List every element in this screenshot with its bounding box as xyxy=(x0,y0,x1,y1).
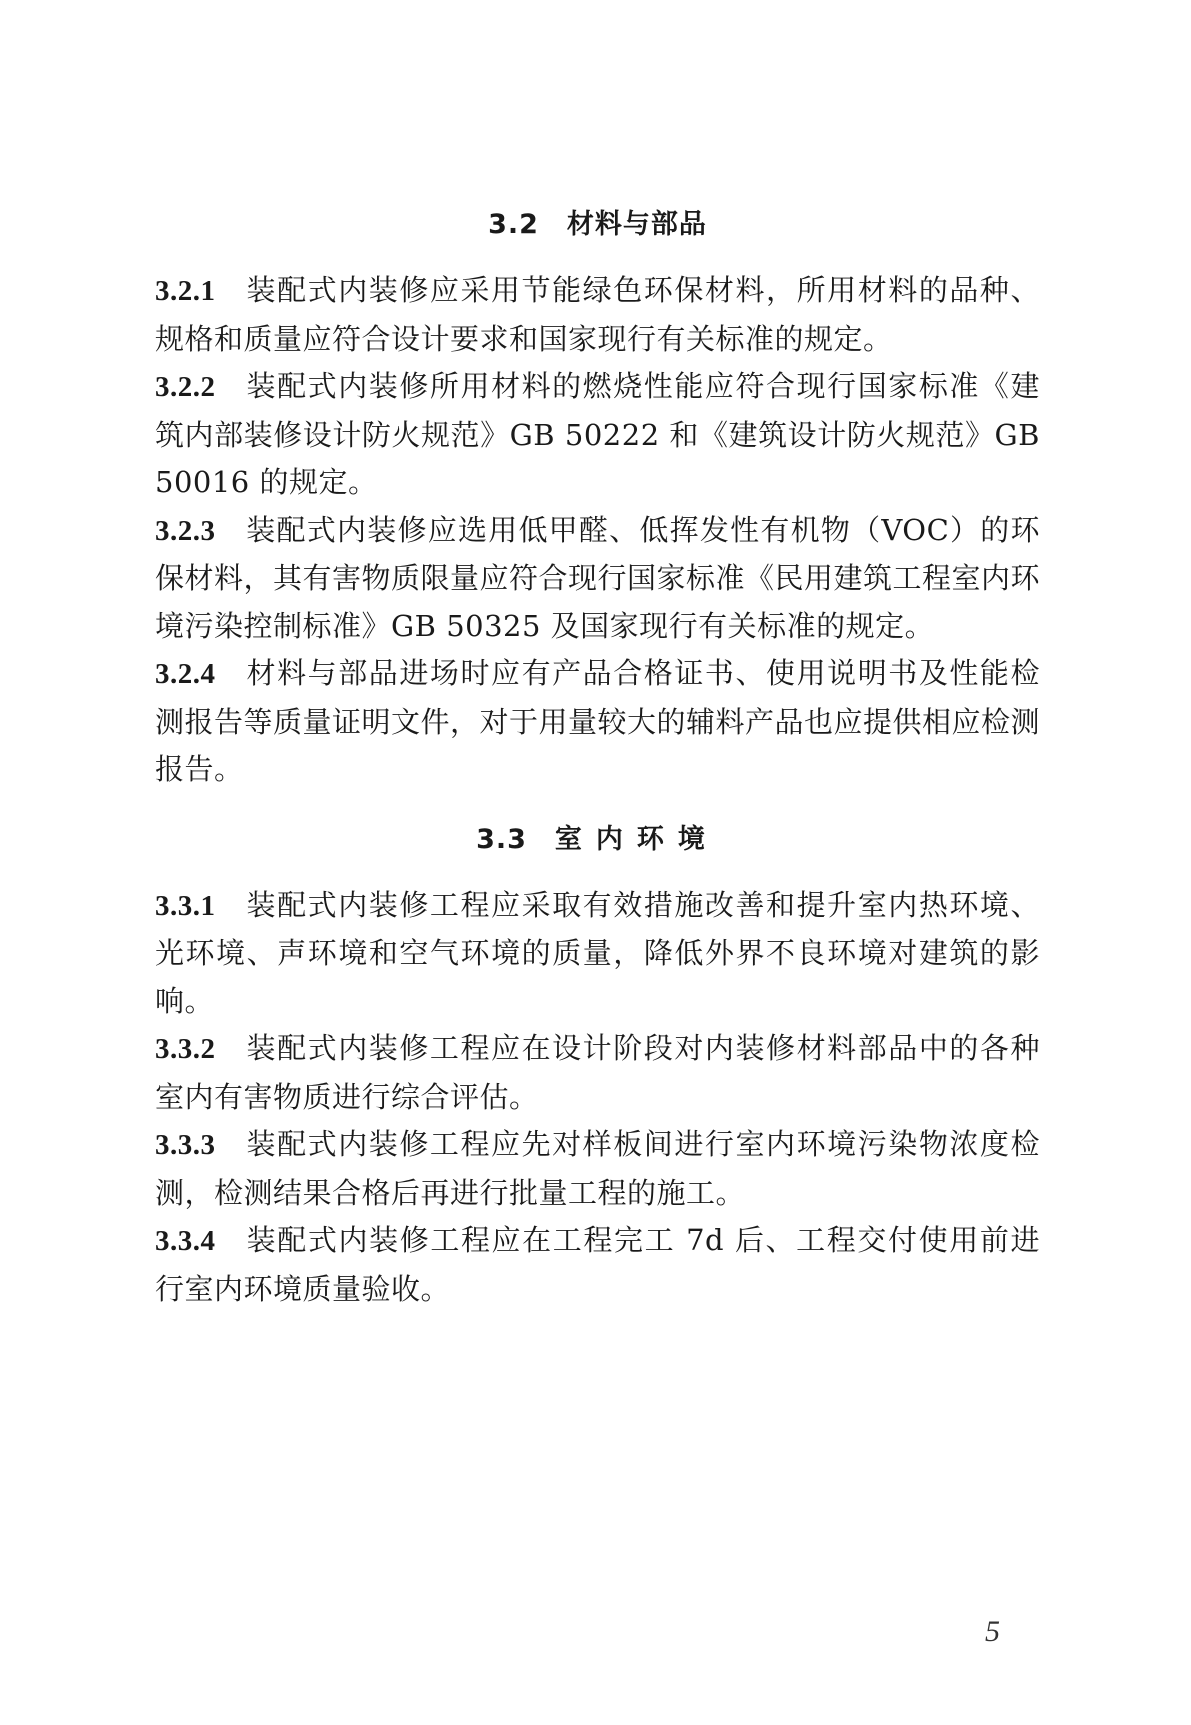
clause-3-3-1 xyxy=(155,882,1040,1026)
section-heading-3-3 xyxy=(155,820,1040,860)
page-number: 5 xyxy=(985,1615,1000,1648)
clause-3-3-2 xyxy=(155,1025,1040,1121)
clause-number: 3.3.3 xyxy=(155,1129,216,1161)
section-number: 3.2 xyxy=(488,209,539,240)
clause-number: 3.3.1 xyxy=(155,889,216,922)
clause-text: 材料与部品进场时应有产品合格证书、使用说明书及性能检测报告等质量证明文件，对于用量较大的辅料产品也应提供相应检测报告。 xyxy=(155,656,1041,786)
clause-3-2-3 xyxy=(155,507,1040,651)
clause-3-2-4 xyxy=(155,650,1040,794)
clause-text: 装配式内装修工程应在设计阶段对内装修材料部品中的各种室内有害物质进行综合评估。 xyxy=(155,1031,1040,1114)
clause-3-3-3 xyxy=(155,1121,1040,1217)
clause-number: 3.2.3 xyxy=(155,514,216,547)
page-content xyxy=(155,205,1040,1313)
clause-number: 3.2.1 xyxy=(155,275,216,307)
clause-number: 3.2.4 xyxy=(155,658,216,690)
clause-3-2-2 xyxy=(155,363,1040,507)
clause-text: 装配式内装修所用材料的燃烧性能应符合现行国家标准《建筑内部装修设计防火规范》GB 50222 和《建筑设计防火规范》GB 50016 的规定。 xyxy=(155,369,1040,499)
section-number: 3.3 xyxy=(476,823,527,855)
clause-text: 装配式内装修工程应采取有效措施改善和提升室内热环境、光环境、声环境和空气环境的质量，降低外界不良环境对建筑的影响。 xyxy=(155,887,1040,1018)
section-title: 材料与部品 xyxy=(566,209,707,240)
section-heading-3-2 xyxy=(155,205,1040,245)
clause-number: 3.2.2 xyxy=(155,371,216,403)
clause-text: 装配式内装修应采用节能绿色环保材料，所用材料的品种、规格和质量应符合设计要求和国家现行有关标准的规定。 xyxy=(155,273,1040,356)
clause-number: 3.3.2 xyxy=(155,1033,216,1065)
section-title: 室内环境 xyxy=(554,823,719,855)
clause-3-3-4 xyxy=(155,1217,1040,1313)
clause-3-2-1 xyxy=(155,267,1040,363)
clause-text: 装配式内装修应选用低甲醛、低挥发性有机物（VOC）的环保材料，其有害物质限量应符合现行国家标准《民用建筑工程室内环境污染控制标准》GB 50325 及国家现行有关标准的规定。 xyxy=(155,512,1041,643)
clause-number: 3.3.4 xyxy=(155,1225,216,1257)
clause-text: 装配式内装修工程应先对样板间进行室内环境污染物浓度检测，检测结果合格后再进行批量工程的施工。 xyxy=(155,1127,1040,1210)
clause-text: 装配式内装修工程应在工程完工 7d 后、工程交付使用前进行室内环境质量验收。 xyxy=(155,1223,1040,1306)
